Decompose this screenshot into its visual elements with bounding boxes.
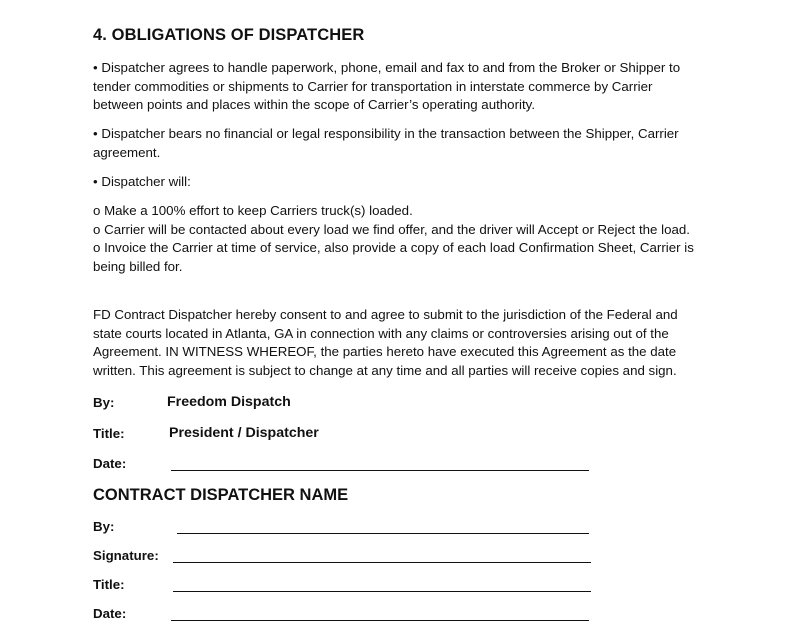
contract-row-date [93,606,733,626]
contract-by-label: By: [93,519,115,534]
text-line: • Dispatcher bears no financial or legal responsibility in the transaction between the Shipper, Carrier [93,126,679,141]
text-line: tender commodities or shipments to Carrier for transportation in interstate commerce by Carrier [93,78,653,94]
text-line: • Dispatcher will: [93,174,191,189]
by-value: Freedom Dispatch [167,394,291,410]
contract-row-signature [93,548,733,568]
text-line: Agreement. IN WITNESS WHEREOF, the parties hereto have executed this Agreement as the date [93,344,677,360]
title-value: President / Dispatcher [169,425,319,441]
list-item: o Make a 100% effort to keep Carriers truck(s) loaded. [93,203,413,218]
list-item: being billed for. [93,258,183,274]
signature-row-title [93,426,733,446]
contract-signature-line[interactable] [173,562,591,563]
list-item: o Invoice the Carrier at time of service, also provide a copy of each load Confirmation Sheet, Carrier is [93,240,694,256]
paragraph-responsibility [93,125,703,162]
list-item: o Carrier will be contacted about every load we find offer, and the driver will Accept or Reject the load. [93,221,690,237]
paragraph-duties-list [93,202,703,276]
paragraph-jurisdiction [93,306,703,380]
text-line: • Dispatcher agrees to handle paperwork, phone, email and fax to and from the Broker or Shipper to [93,60,681,75]
contract-signature-label: Signature: [93,548,159,563]
contract-by-line[interactable] [177,533,589,534]
date-signature-line[interactable] [171,470,589,471]
text-line: state courts located in Atlanta, GA in connection with any claims or controversies arising out of the [93,325,669,341]
paragraph-paperwork [93,59,703,115]
contract-row-title [93,577,733,597]
date-label: Date: [93,456,127,471]
text-line: between points and places within the scope of Carrier’s operating authority. [93,97,536,113]
paragraph-dispatcher-will [93,173,703,192]
title-label: Title: [93,426,125,441]
text-line: written. This agreement is subject to change at any time and all parties will receive copies and sign. [93,362,677,378]
text-line: FD Contract Dispatcher hereby consent to and agree to submit to the jurisdiction of the Federal and [93,307,678,322]
by-label: By: [93,395,115,410]
section-heading: 4. OBLIGATIONS OF DISPATCHER [93,26,365,44]
signature-row-by [93,395,733,415]
signature-row-date [93,456,733,476]
contract-date-label: Date: [93,606,127,621]
contract-dispatcher-heading: CONTRACT DISPATCHER NAME [93,486,349,504]
contract-title-label: Title: [93,577,125,592]
contract-date-line[interactable] [171,620,589,621]
text-line: agreement. [93,144,161,160]
contract-row-by [93,519,733,539]
contract-title-line[interactable] [173,591,591,592]
